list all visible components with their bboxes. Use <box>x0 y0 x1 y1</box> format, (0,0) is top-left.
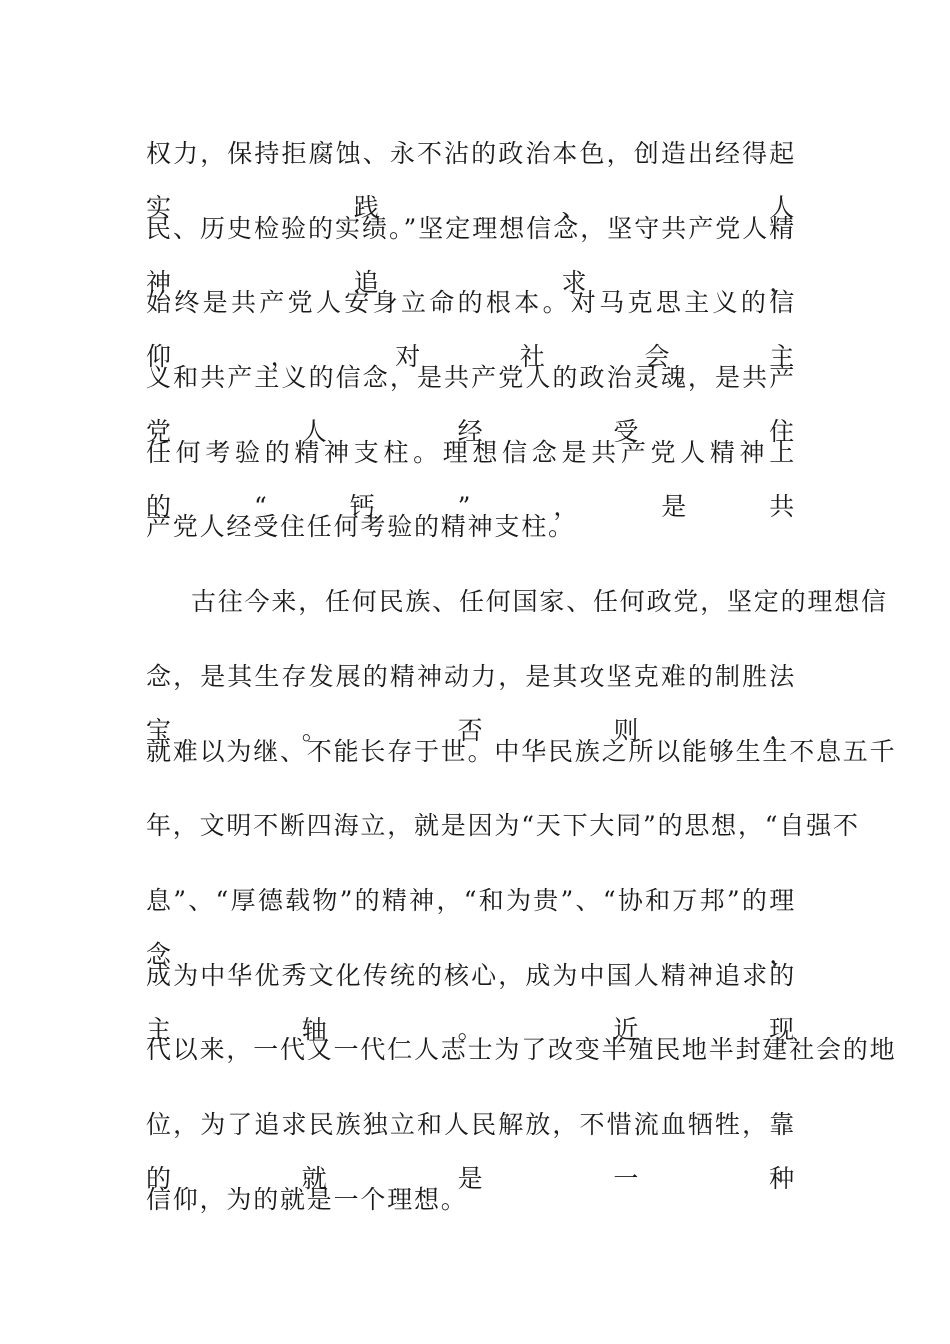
paragraph-line: 念，是其生存发展的精神动力，是其攻坚克难的制胜法宝。否则， <box>146 661 796 745</box>
paragraph-line: 成为中华优秀文化传统的核心，成为中国人精神追求的主轴。近现 <box>146 960 796 1044</box>
document-body <box>146 127 897 1247</box>
paragraph-line: 位，为了追求民族独立和人民解放，不惜流血牺牲，靠的就是一种 <box>146 1109 796 1193</box>
paragraph-line: 产党人经受住任何考验的精神支柱。 <box>146 512 575 542</box>
paragraph-line: 民、历史检验的实绩。”坚定理想信念，坚守共产党人精神追求， <box>146 213 796 297</box>
paragraph-line: 息”、“厚德载物”的精神，“和为贵”、“协和万邦”的理念， <box>146 885 796 969</box>
paragraph-line: 年，文明不断四海立，就是因为“天下大同”的思想，“自强不 <box>146 811 860 841</box>
paragraph-line: 权力，保持拒腐蚀、永不沾的政治本色，创造出经得起实践、人 <box>146 139 796 222</box>
paragraph-line: 任何考验的精神支柱。理想信念是共产党人精神上的“钙”，是共 <box>146 437 796 521</box>
paragraph-line: 信仰，为的就是一个理想。 <box>146 1184 468 1214</box>
paragraph-line: 古往今来，任何民族、任何国家、任何政党，坚定的理想信 <box>191 587 888 617</box>
paragraph-line: 代以来，一代又一代仁人志士为了改变半殖民地半封建社会的地 <box>146 1035 897 1065</box>
paragraph-line: 始终是共产党人安身立命的根本。对马克思主义的信仰，对社会主 <box>146 288 796 372</box>
paragraph-line: 义和共产主义的信念，是共产党人的政治灵魂，是共产党人经受住 <box>146 363 796 447</box>
paragraph-line: 就难以为继、不能长存于世。中华民族之所以能够生生不息五千 <box>146 736 897 766</box>
